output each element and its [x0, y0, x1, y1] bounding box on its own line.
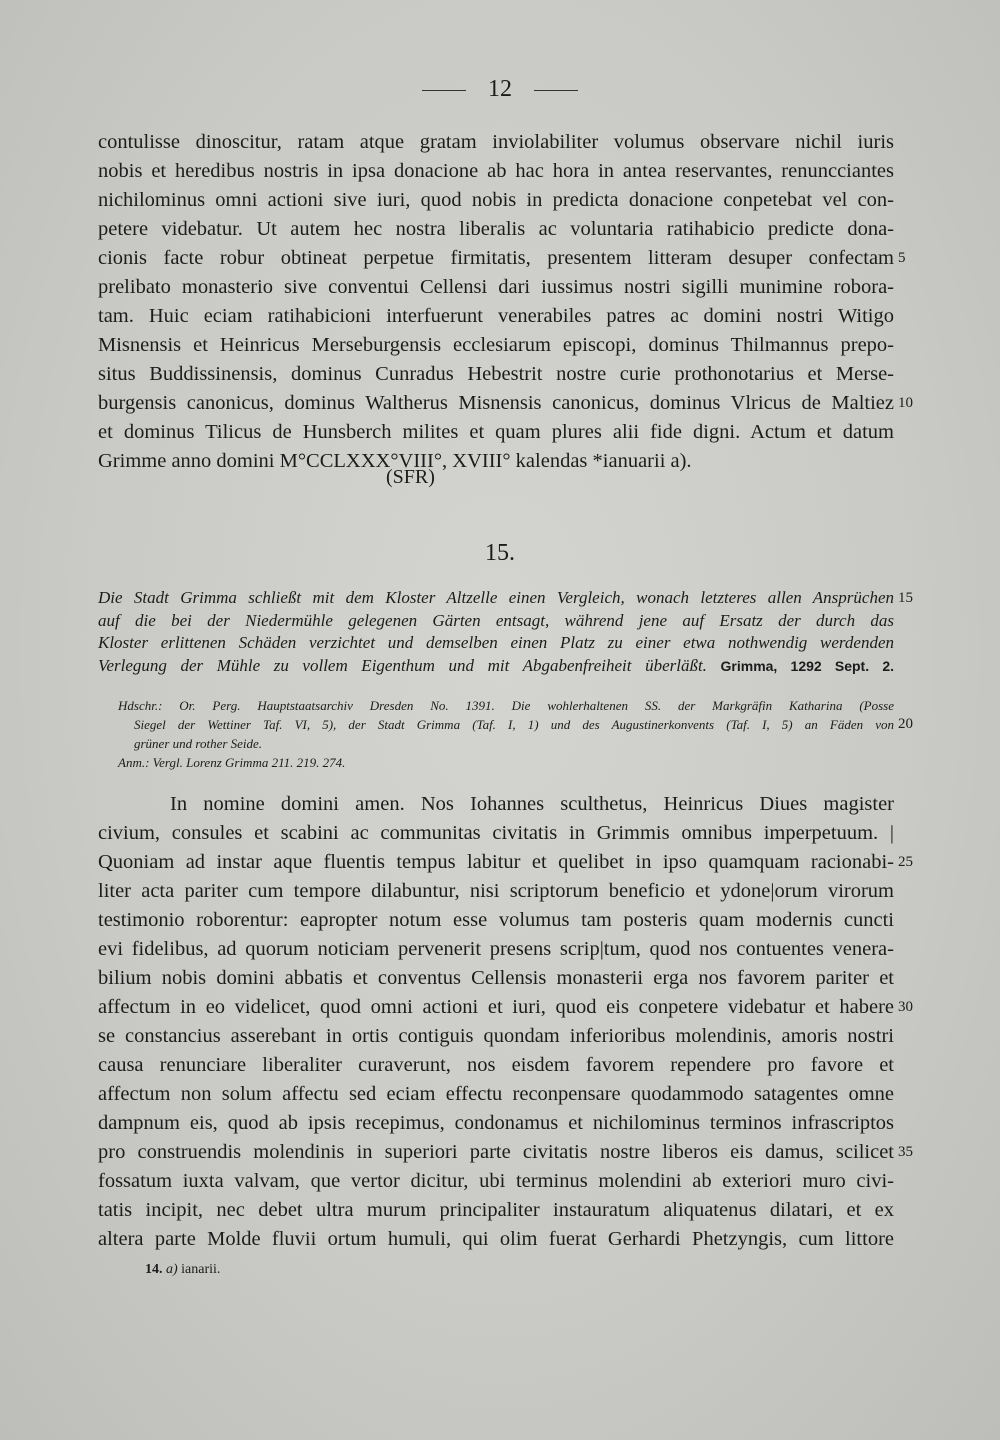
text-line: tam. Huic eciam ratihabicioni interfuerunt venerabiles patres ac domini nostri Witigo	[98, 305, 894, 327]
header-rule-right	[534, 90, 578, 91]
line-number: 30	[898, 999, 913, 1015]
line-number: 25	[898, 854, 913, 870]
note-line: Siegel der Wettiner Taf. VI, 5), der Stadt Grimma (Taf. I, 1) und des Augustinerkonvents (Taf. I, 5) an Fäden von 20	[118, 715, 894, 734]
note-line: Hdschr.: Or. Perg. Hauptstaatsarchiv Dresden No. 1391. Die wohlerhaltenen SS. der Markgräfin Katharina (Posse	[118, 698, 894, 713]
line-number: 5	[898, 250, 906, 266]
footnote	[145, 1262, 220, 1278]
text-line: affectum in eo videlicet, quod omni actioni et iuri, quod eis conpetere videbatur et habere 30	[98, 993, 894, 1022]
summary-line: Kloster erlittenen Schäden verzichtet und demselben einen Platz zu einer etwa nothwendig werdenden	[98, 633, 894, 652]
text-line: prelibato monasterio sive conventui Cellensi dari iussimus nostri sigilli munimine robora-	[98, 276, 894, 298]
text-line: Quoniam ad instar aque fluentis tempus labitur et quelibet in ipso quamquam racionabi- 25	[98, 848, 894, 877]
text-line: dampnum eis, quod ab ipsis recepimus, condonamus et nichilominus terminos infrascriptos	[98, 1112, 894, 1134]
text-line: contulisse dinoscitur, ratam atque gratam inviolabiliter volumus observare nichil iuris	[98, 131, 894, 153]
text-line: liter acta pariter cum tempore dilabuntur, nisi scriptorum beneficio et ydone|orum virorum	[98, 880, 894, 902]
text-line: Misnensis et Heinricus Merseburgensis ecclesiarum episcopi, dominus Thilmannus prepo-	[98, 334, 894, 356]
text-line: bilium nobis domini abbatis et conventus Cellensis monasterii erga nos favorem pariter et	[98, 967, 894, 989]
line-number: 20	[898, 716, 913, 732]
header-rule-left	[422, 90, 466, 91]
page-number: 12	[488, 76, 512, 102]
page-header	[0, 76, 1000, 103]
continuation-text	[98, 128, 913, 476]
summary-line: Die Stadt Grimma schließt mit dem Kloster Altzelle einen Vergleich, wonach letzteres allen Ansprüchen 15	[98, 587, 894, 610]
footnote-marker: a)	[166, 1262, 178, 1277]
charter-text	[98, 790, 913, 1254]
text-line: nobis et heredibus nostris in ipsa donacione ab hac hora in antea reservantes, renuncciantes	[98, 160, 894, 182]
signature: (SFR)	[386, 466, 435, 488]
note-line: Anm.: Vergl. Lorenz Grimma 211. 219. 274.	[118, 755, 346, 770]
text-line: et dominus Tilicus de Hunsberch milites et quam plures alii fide digni. Actum et datum	[98, 421, 894, 443]
text-line: petere videbatur. Ut autem hec nostra liberalis ac voluntaria ratihabicio predicte dona-	[98, 218, 894, 240]
line-number: 35	[898, 1144, 913, 1160]
line-number: 15	[898, 590, 913, 606]
summary-line: Verlegung der Mühle zu vollem Eigenthum und mit Abgabenfreiheit überläßt. Grimma, 1292 Sept. 2.	[98, 655, 894, 675]
footnote-number: 14.	[145, 1262, 163, 1277]
document-number: 15.	[485, 540, 515, 566]
text-line: tatis incipit, nec debet ultra murum principaliter instauratum aliquatenus dilatari, et ex	[98, 1199, 894, 1221]
text-line: fossatum iuxta valvam, que vertor dicitur, ubi terminus molendini ab exteriori muro civi-	[98, 1170, 894, 1192]
text-line: situs Buddissinensis, dominus Cunradus Hebestrit nostre curie prothonotarius et Merse-	[98, 363, 894, 385]
text-line: evi fidelibus, ad quorum noticiam pervenerit presens scrip|tum, quod nos contuentes venera-	[98, 938, 894, 960]
note-line: grüner und rother Seide.	[134, 736, 263, 751]
text-line: In nomine domini amen. Nos Iohannes sculthetus, Heinricus Diues magister	[170, 793, 894, 815]
text-line: pro construendis molendinis in superiori parte civitatis nostre liberos eis damus, scilicet 35	[98, 1138, 894, 1167]
document-date: Grimma, 1292 Sept. 2.	[720, 657, 894, 674]
text-line: testimonio roborentur: eapropter notum esse volumus tam posteris quam modernis cuncti	[98, 909, 894, 931]
document-summary	[98, 587, 913, 677]
text-line: altera parte Molde fluvii ortum humuli, qui olim fuerat Gerhardi Phetzyngis, cum littore	[98, 1228, 894, 1250]
text-line: causa renunciare liberaliter curaverunt, nos eisdem favorem rependere pro favore et	[98, 1054, 894, 1076]
text-line: civium, consules et scabini ac communitas civitatis in Grimmis omnibus imperpetuum. |	[98, 822, 894, 844]
text-line: cionis facte robur obtineat perpetue firmitatis, presentem litteram desuper confectam 5	[98, 244, 894, 273]
text-line: se constancius asserebant in ortis contiguis quondam inferioribus molendinis, amoris nostri	[98, 1025, 894, 1047]
summary-line: auf die bei der Niedermühle gelegenen Gärten entsagt, während jene auf Ersatz der durch das	[98, 610, 894, 630]
text-line: nichilominus omni actioni sive iuri, quod nobis in predicta donacione conpetebat vel con-	[98, 189, 894, 211]
text-line: affectum non solum affectu sed eciam effectu reconpensare quodammodo satagentes omne	[98, 1083, 894, 1105]
line-number: 10	[898, 395, 913, 411]
source-notes	[118, 696, 913, 772]
text-line: burgensis canonicus, dominus Waltherus Misnensis canonicus, dominus Vlricus de Maltiez 10	[98, 389, 894, 418]
text-line: Grimme anno domini M°CCLXXX°VIII°, XVIII° kalendas *ianuarii a).	[98, 450, 692, 472]
footnote-text: ianarii.	[181, 1262, 221, 1277]
